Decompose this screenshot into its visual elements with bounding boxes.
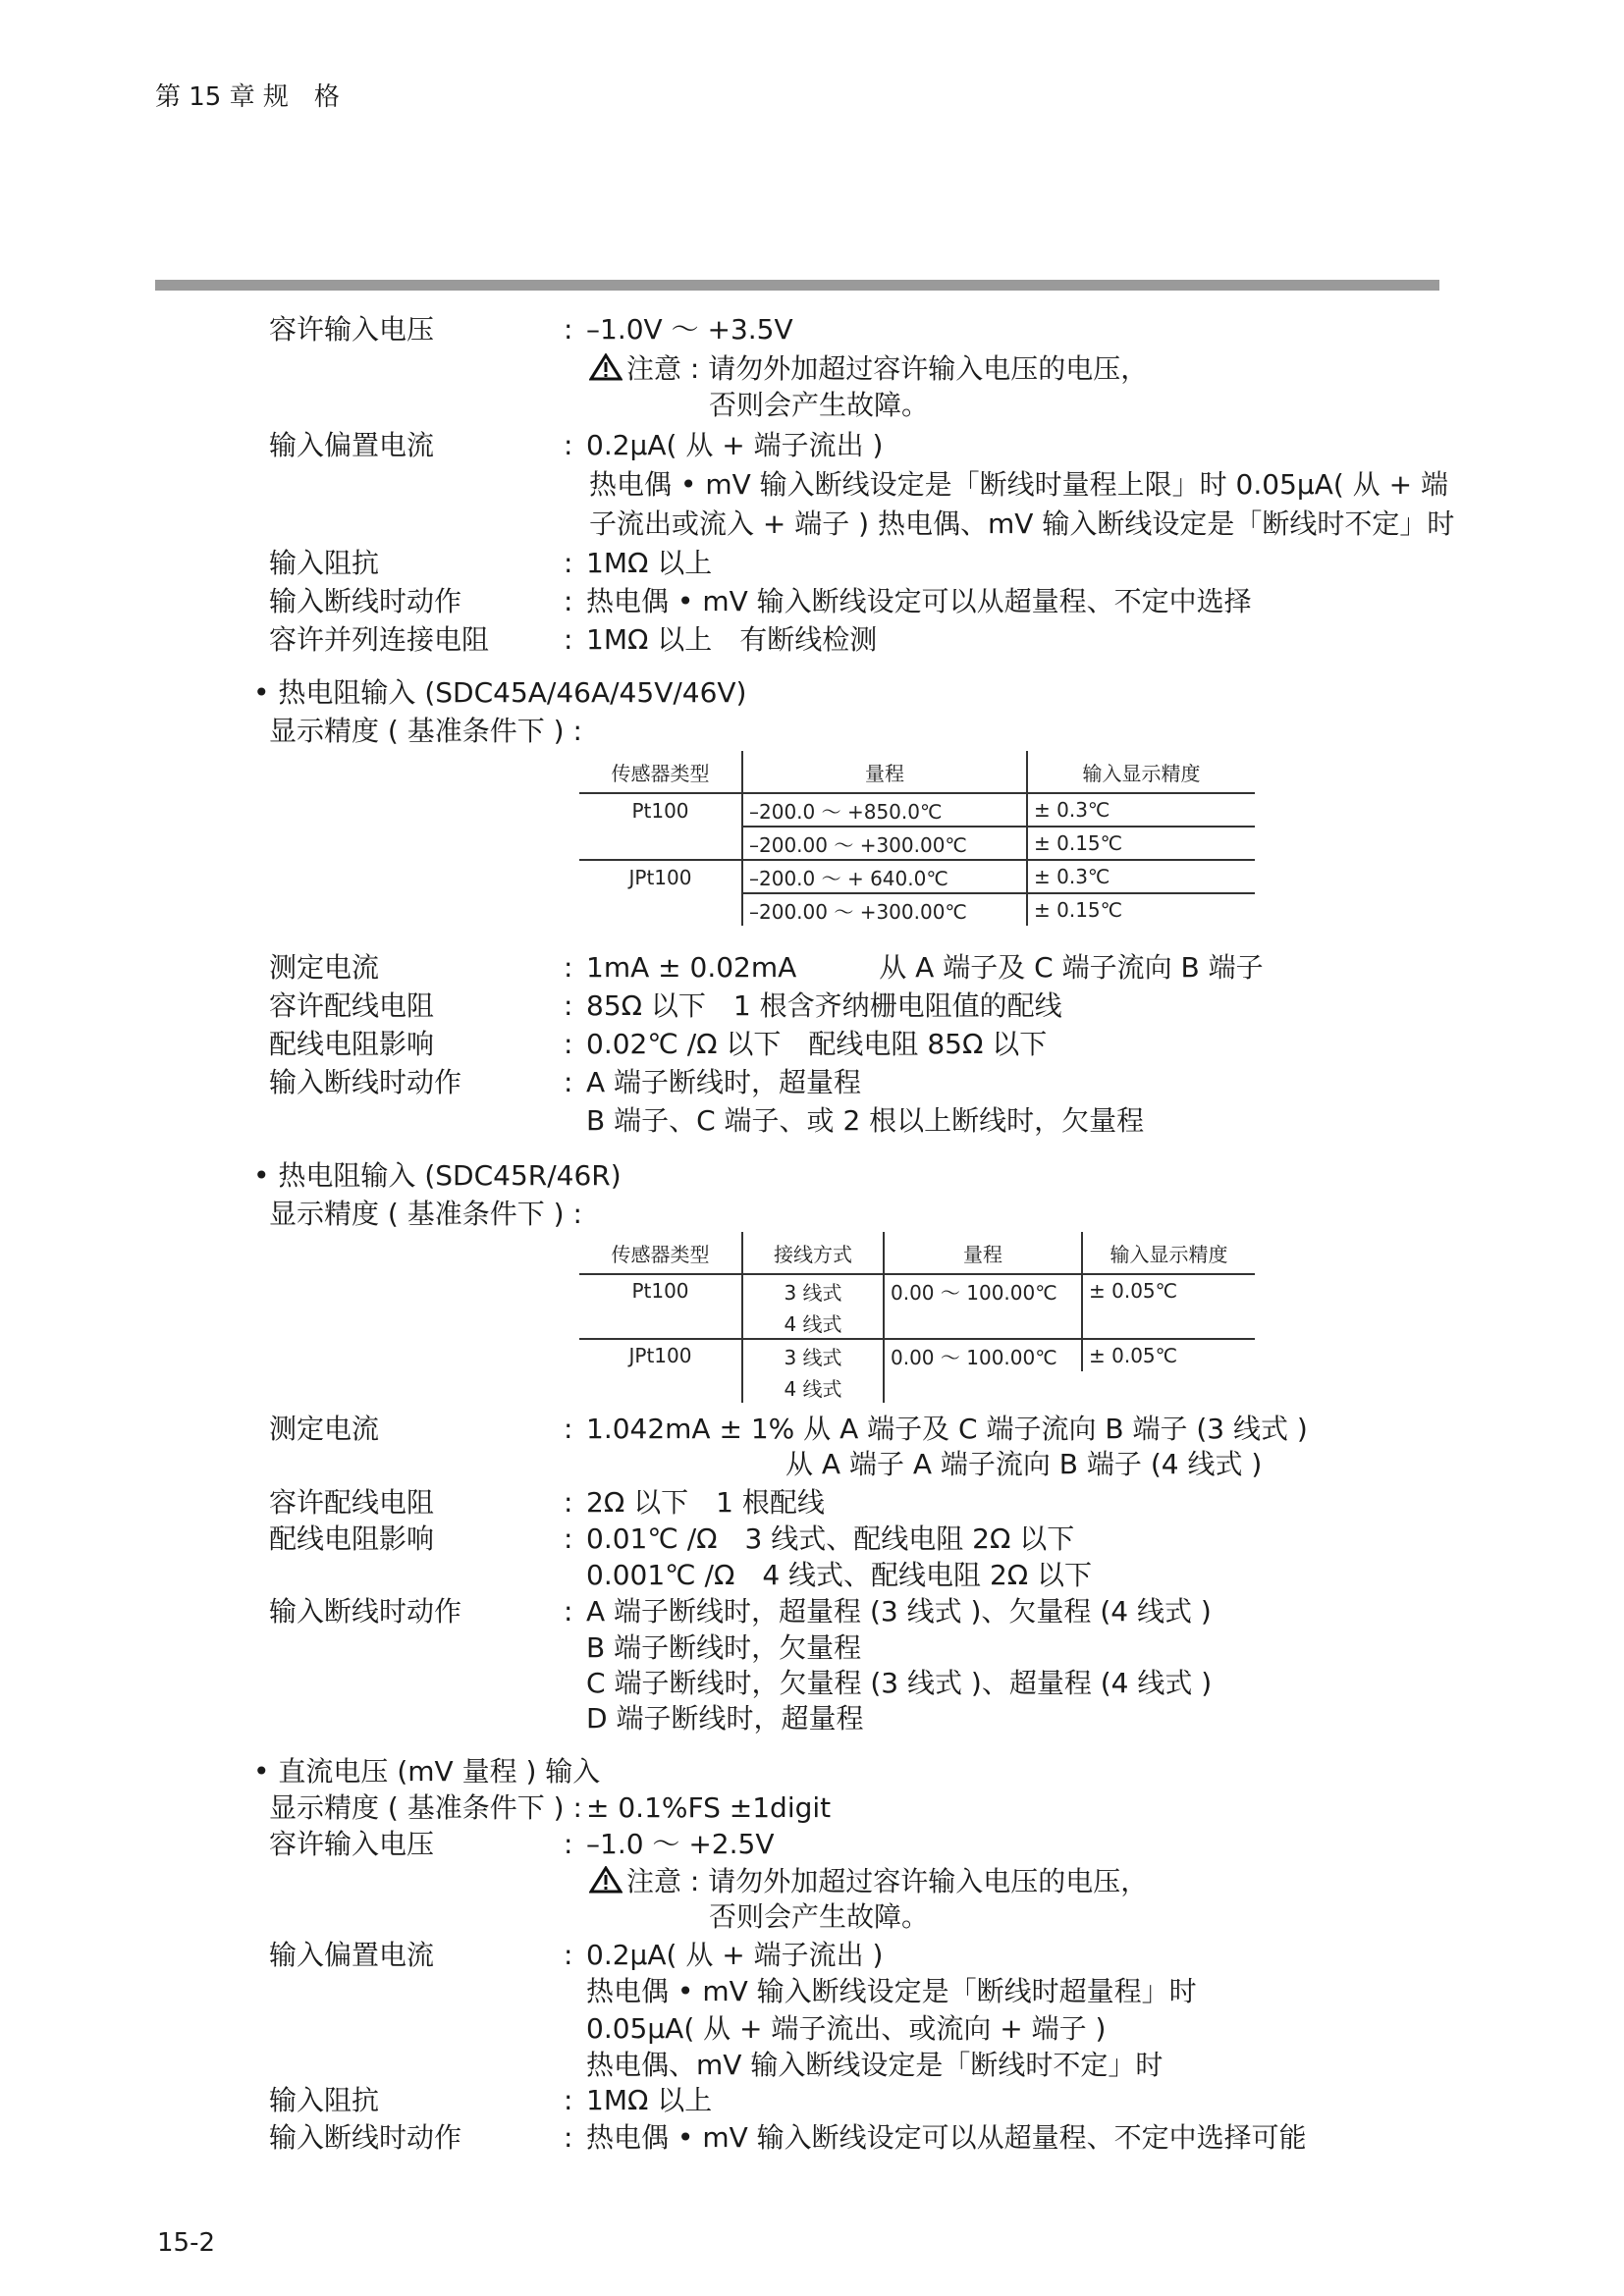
colon: : — [564, 623, 573, 656]
dc-mv-bias-current-line2: 热电偶 • mV 输入断线设定是「断线时超量程」时 — [586, 1975, 1197, 2007]
table-header: 输入显示精度 — [1027, 751, 1255, 793]
rtd-a-wiring-effect-label: 配线电阻影响 — [269, 1028, 435, 1060]
dc-mv-bias-current-line1: 0.2μA( 从 + 端子流出 ) — [586, 1939, 884, 1971]
rtd-r-burnout-line3: C 端子断线时，欠量程 (3 线式 )、超量程 (4 线式 ) — [586, 1667, 1213, 1699]
table-cell-accuracy: ± 0.15℃ — [1027, 827, 1255, 860]
table-cell-wiring: 4 线式 — [742, 1307, 884, 1339]
table-header: 接线方式 — [742, 1232, 884, 1274]
colon: : — [564, 1595, 573, 1628]
rtd-a-section-heading: • 热电阻输入 (SDC45A/46A/45V/46V) — [253, 676, 747, 709]
table-cell-sensor: JPt100 — [579, 860, 742, 893]
dc-mv-burnout-value: 热电偶 • mV 输入断线设定可以从超量程、不定中选择可能 — [586, 2121, 1307, 2154]
colon: : — [564, 1413, 573, 1445]
colon: : — [564, 1939, 573, 1971]
dc-mv-burnout-label: 输入断线时动作 — [269, 2121, 462, 2154]
colon: : — [564, 2084, 573, 2116]
colon: : — [564, 1828, 573, 1860]
rtd-r-wiring-resistance-value: 2Ω 以下 1 根配线 — [586, 1486, 825, 1519]
table-header: 量程 — [884, 1232, 1082, 1274]
rtd-r-wiring-effect-line1: 0.01℃ /Ω 3 线式、配线电阻 2Ω 以下 — [586, 1522, 1075, 1555]
colon: : — [564, 429, 573, 461]
dc-mv-allowable-voltage-value: –1.0 ～ +2.5V — [586, 1828, 775, 1860]
table-cell-range: –200.0 ～ +850.0℃ — [742, 793, 1027, 827]
table-cell-wiring: 4 线式 — [742, 1371, 884, 1403]
colon: : — [564, 1486, 573, 1519]
dc-mv-impedance-label: 输入阻抗 — [269, 2084, 380, 2116]
dc-mv-bias-current-label: 输入偏置电流 — [269, 1939, 435, 1971]
tc-caution-text: 注意 : 请勿外加超过容许输入电压的电压， — [626, 352, 1149, 385]
table-cell-accuracy: ± 0.05℃ — [1082, 1274, 1255, 1307]
colon: : — [564, 951, 573, 984]
colon: : — [564, 2121, 573, 2154]
tc-bias-current-line2: 热电偶 • mV 输入断线设定是「断线时量程上限」时 0.05μA( 从 + 端 — [589, 468, 1448, 501]
table-cell-range: 0.00 ～ 100.00℃ — [884, 1274, 1082, 1307]
header-divider — [155, 280, 1439, 291]
tc-parallel-resistance-value: 1MΩ 以上 有断线检测 — [586, 623, 878, 656]
page-number: 15-2 — [157, 2228, 216, 2258]
table-cell-sensor — [579, 827, 742, 860]
table-cell-range: –200.00 ～ +300.00℃ — [742, 893, 1027, 926]
dc-mv-caution-text-cont: 否则会产生故障。 — [709, 1900, 930, 1933]
table-cell-accuracy: ± 0.05℃ — [1082, 1339, 1255, 1371]
rtd-r-measure-current-line2: 从 A 端子 A 端子流向 B 端子 (4 线式 ) — [785, 1448, 1263, 1480]
rtd-a-wiring-resistance-value: 85Ω 以下 1 根含齐纳栅电阻值的配线 — [586, 989, 1062, 1022]
table-cell-range: 0.00 ～ 100.00℃ — [884, 1339, 1082, 1371]
rtd-r-accuracy-table — [579, 1232, 1255, 1403]
tc-burnout-value: 热电偶 • mV 输入断线设定可以从超量程、不定中选择 — [586, 585, 1252, 617]
rtd-a-measure-current-label: 测定电流 — [269, 951, 380, 984]
colon: : — [564, 547, 573, 579]
colon: : — [564, 1522, 573, 1555]
table-cell-wiring: 3 线式 — [742, 1274, 884, 1307]
colon: : — [564, 313, 573, 346]
table-cell-range: –200.0 ～ + 640.0℃ — [742, 860, 1027, 893]
table-cell-accuracy: ± 0.3℃ — [1027, 860, 1255, 893]
tc-caution-note — [589, 351, 1148, 387]
dc-mv-caution-note — [589, 1864, 1148, 1899]
dc-mv-bias-current-line4: 热电偶、mV 输入断线设定是「断线时不定」时 — [586, 2049, 1164, 2081]
table-cell-accuracy: ± 0.3℃ — [1027, 793, 1255, 827]
table-cell-sensor: Pt100 — [631, 1279, 689, 1303]
rtd-a-measure-current-value: 1mA ± 0.02mA 从 A 端子及 C 端子流向 B 端子 — [586, 951, 1264, 984]
dc-mv-accuracy-value: ± 0.1%FS ±1digit — [586, 1791, 832, 1824]
tc-caution-text-cont: 否则会产生故障。 — [709, 389, 930, 421]
chapter-title: 第 15 章 规 格 — [155, 82, 340, 112]
rtd-r-measure-current-label: 测定电流 — [269, 1413, 380, 1445]
colon: : — [564, 1028, 573, 1060]
tc-allowable-voltage-label: 容许输入电压 — [269, 313, 435, 346]
tc-impedance-label: 输入阻抗 — [269, 547, 380, 579]
warning-triangle-icon — [589, 353, 623, 381]
rtd-r-burnout-line4: D 端子断线时，超量程 — [586, 1702, 864, 1735]
table-header: 传感器类型 — [579, 751, 742, 793]
rtd-a-wiring-effect-value: 0.02℃ /Ω 以下 配线电阻 85Ω 以下 — [586, 1028, 1048, 1060]
rtd-r-wiring-resistance-label: 容许配线电阻 — [269, 1486, 435, 1519]
tc-impedance-value: 1MΩ 以上 — [586, 547, 713, 579]
dc-mv-allowable-voltage-label: 容许输入电压 — [269, 1828, 435, 1860]
dc-mv-impedance-value: 1MΩ 以上 — [586, 2084, 713, 2116]
rtd-r-burnout-label: 输入断线时动作 — [269, 1595, 462, 1628]
rtd-a-burnout-line2: B 端子、C 端子、或 2 根以上断线时，欠量程 — [586, 1104, 1145, 1137]
tc-parallel-resistance-label: 容许并列连接电阻 — [269, 623, 490, 656]
rtd-r-wiring-effect-line2: 0.001℃ /Ω 4 线式、配线电阻 2Ω 以下 — [586, 1559, 1093, 1591]
rtd-a-burnout-label: 输入断线时动作 — [269, 1066, 462, 1098]
colon: : — [564, 989, 573, 1022]
rtd-r-burnout-line1: A 端子断线时，超量程 (3 线式 )、欠量程 (4 线式 ) — [586, 1595, 1212, 1628]
dc-mv-caution-text: 注意 : 请勿外加超过容许输入电压的电压， — [626, 1865, 1149, 1897]
rtd-a-wiring-resistance-label: 容许配线电阻 — [269, 989, 435, 1022]
colon: : — [564, 1066, 573, 1098]
table-cell-wiring: 3 线式 — [742, 1339, 884, 1371]
warning-triangle-icon — [589, 1866, 623, 1894]
dc-mv-accuracy-label: 显示精度 ( 基准条件下 ) : — [269, 1791, 582, 1824]
table-cell-sensor: JPt100 — [628, 1344, 692, 1367]
rtd-r-measure-current-line1: 1.042mA ± 1% 从 A 端子及 C 端子流向 B 端子 (3 线式 ) — [586, 1413, 1308, 1445]
tc-bias-current-line3: 子流出或流入 + 端子 ) 热电偶、mV 输入断线设定是「断线时不定」时 — [589, 507, 1455, 540]
rtd-r-wiring-effect-label: 配线电阻影响 — [269, 1522, 435, 1555]
rtd-r-accuracy-label: 显示精度 ( 基准条件下 ) : — [269, 1198, 582, 1230]
rtd-r-section-heading: • 热电阻输入 (SDC45R/46R) — [253, 1159, 622, 1192]
tc-burnout-label: 输入断线时动作 — [269, 585, 462, 617]
table-cell-range: –200.00 ～ +300.00℃ — [742, 827, 1027, 860]
table-cell-sensor — [579, 893, 742, 926]
table-header: 传感器类型 — [579, 1232, 742, 1274]
rtd-a-accuracy-label: 显示精度 ( 基准条件下 ) : — [269, 715, 582, 747]
table-cell-accuracy: ± 0.15℃ — [1027, 893, 1255, 926]
colon: : — [564, 585, 573, 617]
rtd-a-accuracy-table — [579, 751, 1255, 926]
table-header: 量程 — [742, 751, 1027, 793]
rtd-a-burnout-line1: A 端子断线时，超量程 — [586, 1066, 862, 1098]
tc-allowable-voltage-value: –1.0V ～ +3.5V — [586, 313, 793, 346]
dc-mv-section-heading: • 直流电压 (mV 量程 ) 输入 — [253, 1755, 601, 1788]
tc-bias-current-line1: 0.2μA( 从 + 端子流出 ) — [586, 429, 884, 461]
table-header: 输入显示精度 — [1082, 1232, 1255, 1274]
table-cell-sensor: Pt100 — [631, 798, 689, 823]
rtd-r-burnout-line2: B 端子断线时，欠量程 — [586, 1631, 862, 1664]
tc-bias-current-label: 输入偏置电流 — [269, 429, 435, 461]
dc-mv-bias-current-line3: 0.05μA( 从 + 端子流出、或流向 + 端子 ) — [586, 2012, 1107, 2045]
